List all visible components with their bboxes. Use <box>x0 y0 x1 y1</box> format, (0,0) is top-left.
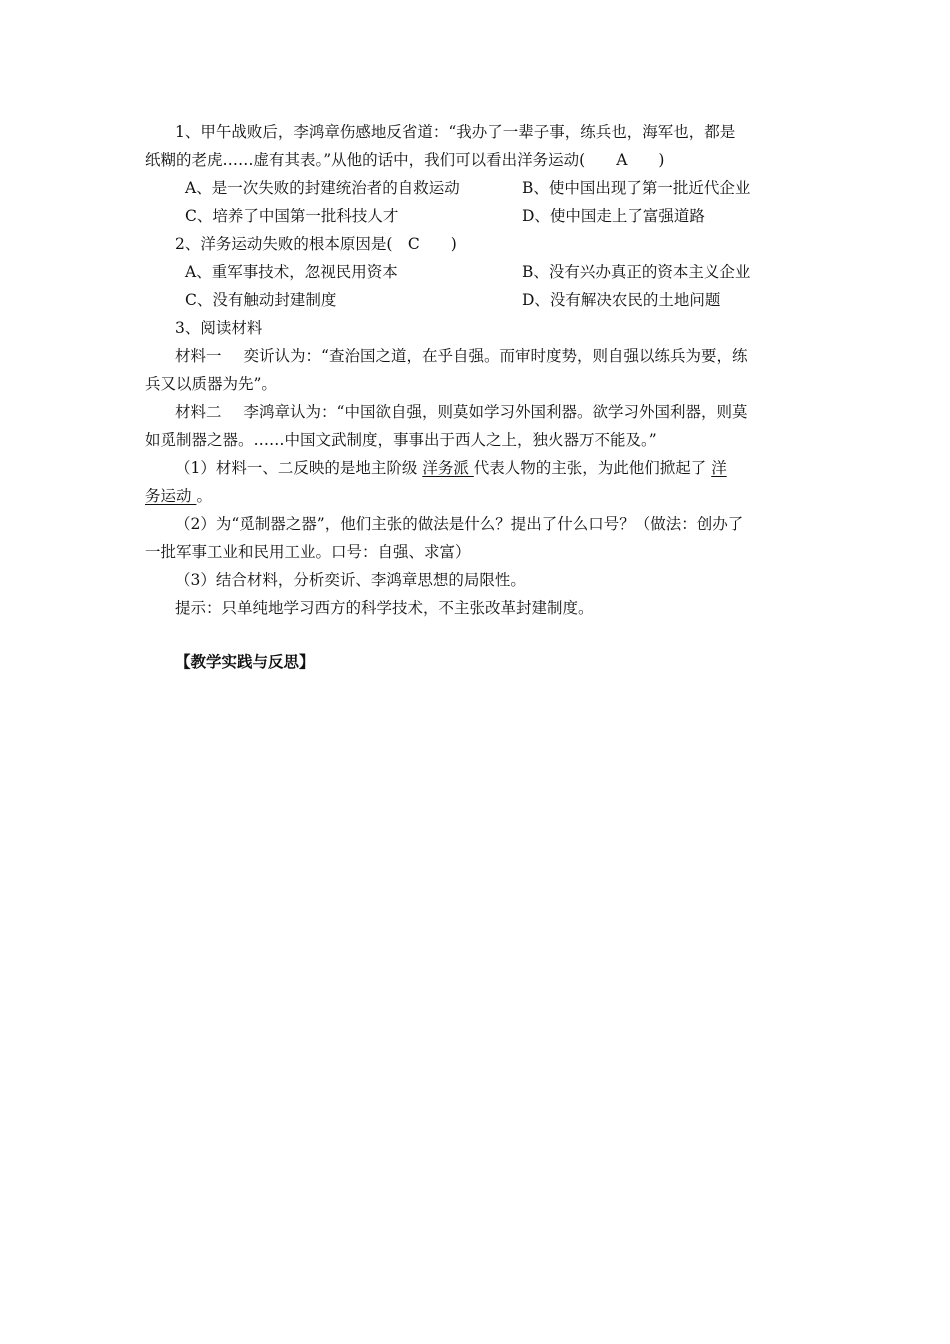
sub-question-2-line2: 一批军事工业和民用工业。口号：自强、求富） <box>145 543 471 561</box>
material-2-line2: 如觅制器之器。……中国文武制度，事事出于西人之上，独火器万不能及。” <box>145 431 657 449</box>
q1-option-c: C、培养了中国第一批科技人才 <box>185 207 399 225</box>
sub-question-2-line1: （2）为“觅制器之器”，他们主张的做法是什么？提出了什么口号？（做法：创办了 <box>175 515 744 533</box>
material-1-text: 奕䜣认为：“查治国之道，在乎自强。而审时度势，则自强以练兵为要，练 <box>243 347 748 365</box>
sub1-text-a: （1）材料一、二反映的是地主阶级 <box>175 459 418 477</box>
q1-stem-line1: 1、甲午战败后，李鸿章伤感地反省道：“我办了一辈子事，练兵也，海军也，都是 <box>175 123 736 141</box>
sub-question-1-line2 <box>145 485 212 507</box>
q2-option-b: B、没有兴办真正的资本主义企业 <box>522 263 751 281</box>
q1-option-b: B、使中国出现了第一批近代企业 <box>522 179 751 197</box>
section-heading: 【教学实践与反思】 <box>175 652 315 671</box>
answer-blank-1: 洋务派 <box>422 459 474 477</box>
material-1-line1 <box>175 345 747 367</box>
material-2-line1 <box>175 401 747 423</box>
material-2-label: 材料二 <box>175 403 222 421</box>
answer-blank-2-start: 洋 <box>711 459 727 477</box>
material-2-text: 李鸿章认为：“中国欲自强，则莫如学习外国利器。欲学习外国利器，则莫 <box>243 403 748 421</box>
q2-option-d: D、没有解决农民的土地问题 <box>522 291 721 309</box>
q3-title: 3、阅读材料 <box>175 319 263 337</box>
sub-question-1-line1 <box>175 457 727 479</box>
q1-option-a: A、是一次失败的封建统治者的自救运动 <box>185 179 460 197</box>
q2-option-c: C、没有触动封建制度 <box>185 291 337 309</box>
sub1-text-b: 代表人物的主张，为此他们掀起了 <box>473 459 707 477</box>
hint-text: 提示：只单纯地学习西方的科学技术，不主张改革封建制度。 <box>175 599 594 617</box>
q2-stem: 2、洋务运动失败的根本原因是( C ) <box>175 235 457 253</box>
q2-option-a: A、重军事技术，忽视民用资本 <box>185 263 398 281</box>
q1-option-d: D、使中国走上了富强道路 <box>522 207 705 225</box>
answer-blank-2-end: 务运动 <box>145 487 197 505</box>
material-1-line2: 兵又以质器为先”。 <box>145 375 277 393</box>
sub-question-3: （3）结合材料，分析奕䜣、李鸿章思想的局限性。 <box>175 571 526 589</box>
sub1-end: 。 <box>196 487 212 505</box>
material-1-label: 材料一 <box>175 347 222 365</box>
q1-stem-line2: 纸糊的老虎……虚有其表。”从他的话中，我们可以看出洋务运动( A ) <box>145 151 665 169</box>
